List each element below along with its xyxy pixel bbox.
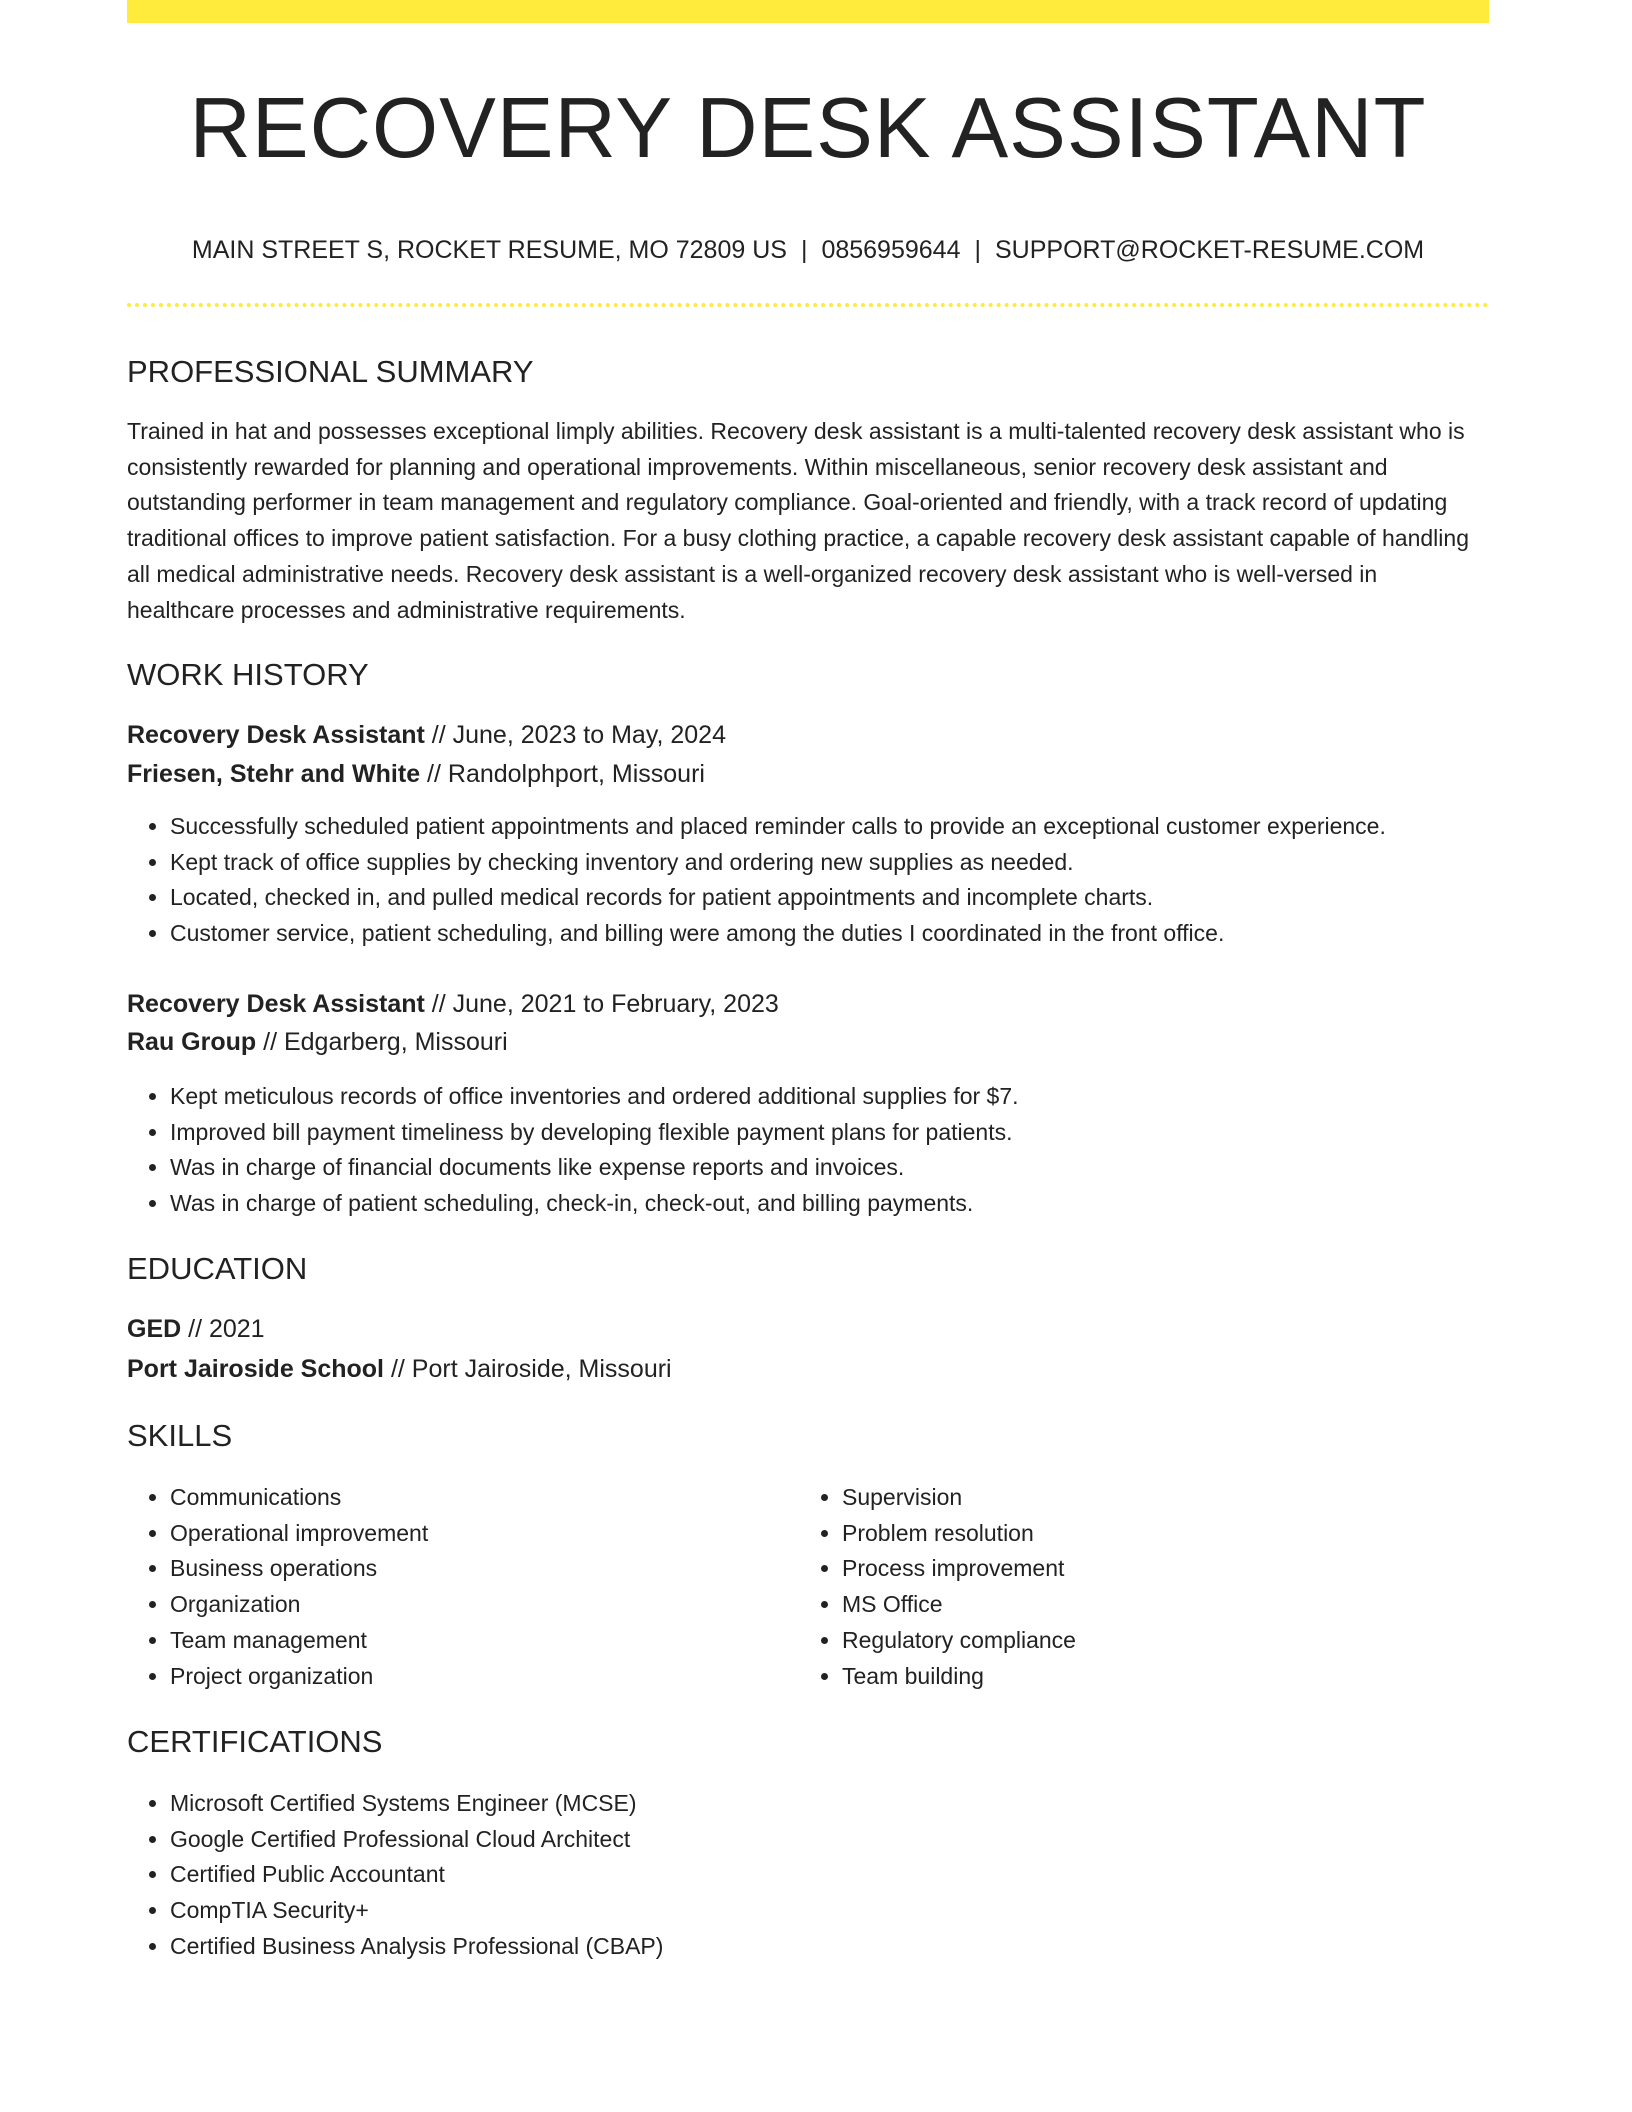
- job-company-line: [127, 760, 705, 789]
- job-company: Friesen, Stehr and White: [127, 760, 421, 788]
- list-item: • Google Certified Professional Cloud Architect: [170, 1822, 663, 1858]
- education-year: // 2021: [181, 1315, 265, 1343]
- skills-list-left: [127, 1480, 790, 1694]
- page-title: RECOVERY DESK ASSISTANT: [189, 81, 1427, 176]
- work-history-heading: WORK HISTORY: [127, 657, 369, 692]
- list-item: • Kept track of office supplies by checking inventory and ordering new supplies as needed.: [170, 845, 1386, 881]
- job-title: Recovery Desk Assistant: [127, 721, 425, 749]
- education-school-line: [127, 1355, 672, 1384]
- job-company-line: [127, 1028, 508, 1057]
- list-item: • Was in charge of financial documents like expense reports and invoices.: [170, 1150, 1019, 1186]
- email-link[interactable]: SUPPORT@ROCKET-RESUME.COM: [994, 236, 1425, 264]
- education-degree: GED: [127, 1315, 182, 1343]
- job-company: Rau Group: [127, 1028, 257, 1056]
- certifications-heading: CERTIFICATIONS: [127, 1724, 383, 1759]
- address-text: MAIN STREET S, ROCKET RESUME, MO 72809 US: [191, 236, 787, 264]
- list-item: • Team building: [842, 1659, 1462, 1695]
- job-title: Recovery Desk Assistant: [127, 990, 425, 1018]
- list-item: • Project organization: [170, 1659, 790, 1695]
- dotted-divider: [127, 303, 1489, 307]
- list-item: • Certified Public Accountant: [170, 1857, 663, 1893]
- list-item: • Business operations: [170, 1551, 790, 1587]
- education-degree-line: [127, 1315, 265, 1344]
- job-location: // Randolphport, Missouri: [420, 760, 705, 788]
- list-item: • Microsoft Certified Systems Engineer (MCSE): [170, 1786, 663, 1822]
- job-title-line: [127, 721, 726, 750]
- list-item: • Certified Business Analysis Professional (CBAP): [170, 1929, 663, 1965]
- list-item: • Process improvement: [842, 1551, 1462, 1587]
- job-dates: // June, 2023 to May, 2024: [424, 721, 726, 749]
- list-item: • Successfully scheduled patient appointments and placed reminder calls to provide an exceptional customer experience.: [170, 809, 1386, 845]
- job-bullets: [127, 1079, 1019, 1222]
- list-item: • Located, checked in, and pulled medical records for patient appointments and incomplete charts.: [170, 880, 1386, 916]
- job-dates: // June, 2021 to February, 2023: [424, 990, 779, 1018]
- list-item: • Problem resolution: [842, 1516, 1462, 1552]
- top-accent-bar: [127, 0, 1489, 23]
- summary-heading: PROFESSIONAL SUMMARY: [127, 354, 534, 389]
- list-item: • Was in charge of patient scheduling, check-in, check-out, and billing payments.: [170, 1186, 1019, 1222]
- list-item: • CompTIA Security+: [170, 1893, 663, 1929]
- list-item: • Team management: [170, 1623, 790, 1659]
- phone-text: 0856959644: [821, 236, 961, 264]
- job-title-line: [127, 990, 779, 1019]
- education-location: // Port Jairoside, Missouri: [384, 1355, 672, 1383]
- list-item: • Improved bill payment timeliness by developing flexible payment plans for patients.: [170, 1115, 1019, 1151]
- skills-heading: SKILLS: [127, 1418, 233, 1453]
- summary-text: Trained in hat and possesses exceptional limply abilities. Recovery desk assistant is a multi-talented recovery desk assistant who is consistently rewarded for planning and operational improvements. Within miscellaneous, senior recovery desk assistant and outstanding performer in team management and regulatory compliance. Goal-oriented and friendly, with a track record of updating traditional offices to improve patient satisfaction. For a busy clothing practice, a capable recovery desk assistant capable of handling all medical administrative needs. Recovery desk assistant is a well-organized recovery desk assistant who is well-versed in healthcare processes and administrative requirements.: [127, 418, 1469, 623]
- education-school: Port Jairoside School: [127, 1355, 385, 1383]
- list-item: • Kept meticulous records of office inventories and ordered additional supplies for $7.: [170, 1079, 1019, 1115]
- education-heading: EDUCATION: [127, 1251, 308, 1286]
- contact-separator: |: [800, 236, 808, 264]
- contact-line: [127, 236, 1489, 265]
- list-item: • Operational improvement: [170, 1516, 790, 1552]
- contact-separator: |: [974, 236, 981, 264]
- job-location: // Edgarberg, Missouri: [256, 1028, 508, 1056]
- certifications-list: [127, 1786, 663, 1965]
- skills-list-right: [799, 1480, 1462, 1694]
- list-item: • Supervision: [842, 1480, 1462, 1516]
- list-item: • Communications: [170, 1480, 790, 1516]
- list-item: • Customer service, patient scheduling, and billing were among the duties I coordinated in the front office.: [170, 916, 1386, 952]
- list-item: • Regulatory compliance: [842, 1623, 1462, 1659]
- job-bullets: [127, 809, 1386, 952]
- list-item: • MS Office: [842, 1587, 1462, 1623]
- list-item: • Organization: [170, 1587, 790, 1623]
